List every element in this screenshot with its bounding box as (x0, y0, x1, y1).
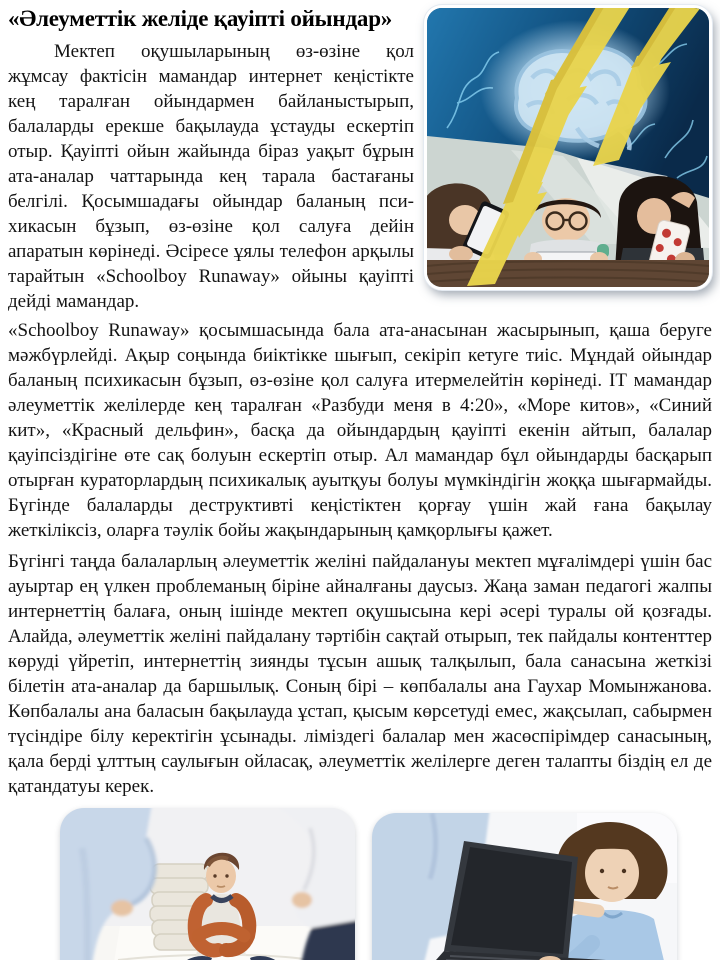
paragraph-intro: Мектеп оқушыларының өз-өзіне қол жұмсау фактісін мамандар интернет кеңістікте кең таралған ойындармен байланыстырып, балаларды ерекше бақылауда ұстауды ескертіп отыр. Қауіпті ойын жайында біраз уақыт бұрын ата-аналар чаттарында кең тарала бастағаны белгілі. Қосымшадағы ойындар баланың пси-хикасын бұзып, өз-өзіне қол салуға дейін апаратын көрінеді. Әсіресе ұялы телефон арқылы тарайтын «Schoolboy Runaway» ойыны қауіпті дейді мамандар. (8, 41, 414, 312)
hero-image-brain-children-phones (424, 5, 712, 290)
paragraph-schoolboy-runaway: «Schoolboy Runaway» қосымшасында бала ата-анасынан жасырынып, қаша беруге мәжбүрлейді. Ақыр соңында биіктікке шығып, секіріп кетуге тиіс. Мұндай ойындар баланың психикасын бұзып, өз-өзіне қол салуға итермелейтін көрінеді. IT мамандар әлеуметтік желілерде кең таралған «Разбуди меня в 4:20», «Море китов», «Синий кит», «Красный дельфин», басқа да ойындардың қауіпті екенін айтып, балалар қауіпсіздігіне өте сақ болуын ескертіп отыр. Ал мамандар бұл ойындарды басқарып отырған кураторлардың психикалық ауытқуы болуы мүмкіндігін жоққа шығармайды. Бүгінде балаларды деструктивті кеңістіктен қорғау үшін жай ғана бақылау жеткіліксіз, оларға тәулік бойы жақындарының қамқорлығы қажет. (8, 320, 712, 541)
paragraph-teachers-parents: Бүгінгі таңда балаларлың әлеуметтік желіні пайдалануы мектеп мұғалімдері үшін бас ауыртар ең үлкен проблеманың біріне айналғаны даусыз. Жаңа заман педагогі жалпы интернеттің балаға, оның ішінде мектеп оқушысына кері әсері туралы ой қозғады. Алайда, әлеуметтік желіні пайдалану тәртібін сақтай отырып, тек пайдалы контенттер көруді үйретіп, интернеттің зиянды тұсын ашық талқылып, бала санасына жеткізі білетін ата-аналар да баршылық. Соның бірі – көпбалалы ана Гаухар Момынжанова. Көпбалалы ана баласын бақылауда ұстап, қысым көрсетуді емес, жақсылап, сабырмен түсіндіре білу керектігін ұсынады. ліміздегі балалар мен жасөспірімдер санасының, қала берді ұлттың саулығын ойласақ, әлеуметтік желілерге деген талапты біздің ел де қатандатуы керек. (8, 551, 712, 797)
brain-lightning-illustration (427, 8, 709, 287)
photo-gallery (60, 808, 712, 960)
laptop-photo-illustration (372, 813, 677, 960)
photo-parents-scolding-child (60, 808, 355, 960)
page-title: «Әлеуметтік желіде қауіпті ойындар» (8, 6, 393, 31)
photo-adult-grabbing-child-laptop (372, 813, 677, 960)
scolding-photo-illustration (60, 808, 355, 960)
